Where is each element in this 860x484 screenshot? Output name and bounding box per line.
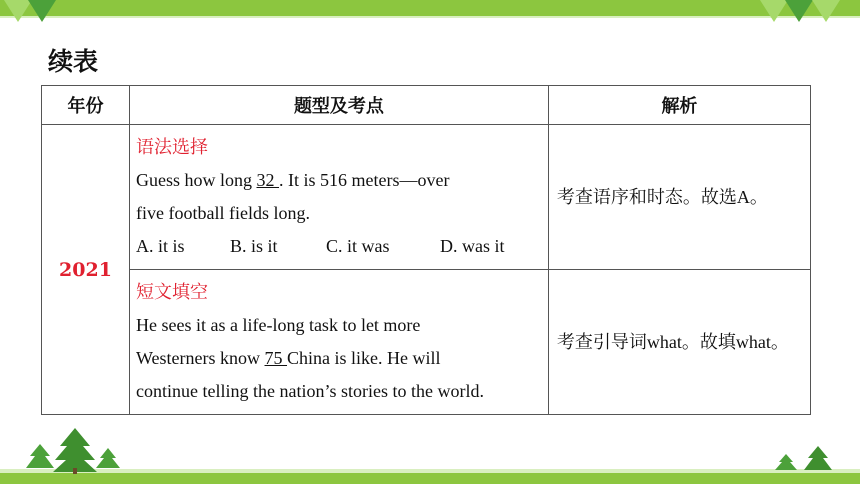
top-banner-strip	[0, 16, 860, 18]
question-line: He sees it as a life-long task to let more	[136, 315, 421, 335]
table-row	[42, 125, 811, 270]
option-a: A. it is	[136, 236, 185, 256]
header-analysis: 解析	[548, 86, 810, 125]
content-cell	[130, 270, 549, 415]
header-content: 题型及考点	[130, 86, 549, 125]
triangle-decoration	[785, 0, 813, 22]
answer-blank: 75	[264, 348, 288, 368]
question-line: Guess how long 32 . It is 516 meters—over	[136, 170, 450, 190]
year-cell: 2021	[42, 125, 130, 415]
header-year: 年份	[42, 86, 130, 125]
analysis-cell: 考查语序和时态。故选A。	[548, 125, 810, 270]
table-row	[42, 270, 811, 415]
table-header-row	[42, 86, 811, 125]
answer-blank: 32	[256, 170, 279, 190]
analysis-cell: 考查引导词what。故填what。	[548, 270, 810, 415]
question-line: five football fields long.	[136, 203, 310, 223]
bottom-banner	[0, 473, 860, 484]
triangle-decoration	[760, 0, 788, 22]
content-cell	[130, 125, 549, 270]
question-line: Westerners know 75 China is like. He will	[136, 348, 441, 368]
section-label: 短文填空	[136, 282, 208, 303]
question-table	[41, 85, 811, 415]
section-label: 语法选择	[136, 137, 208, 158]
question-line: continue telling the nation’s stories to the world.	[136, 381, 484, 401]
triangle-decoration	[28, 0, 56, 22]
tree-icon	[770, 446, 840, 474]
option-c: C. it was	[326, 236, 390, 256]
top-banner	[0, 0, 860, 16]
triangle-decoration	[812, 0, 840, 22]
tree-icon	[20, 428, 120, 474]
page-title: 续表	[48, 47, 99, 76]
option-d: D. was it	[440, 236, 505, 256]
option-b: B. is it	[230, 236, 278, 256]
options-line	[136, 230, 542, 263]
